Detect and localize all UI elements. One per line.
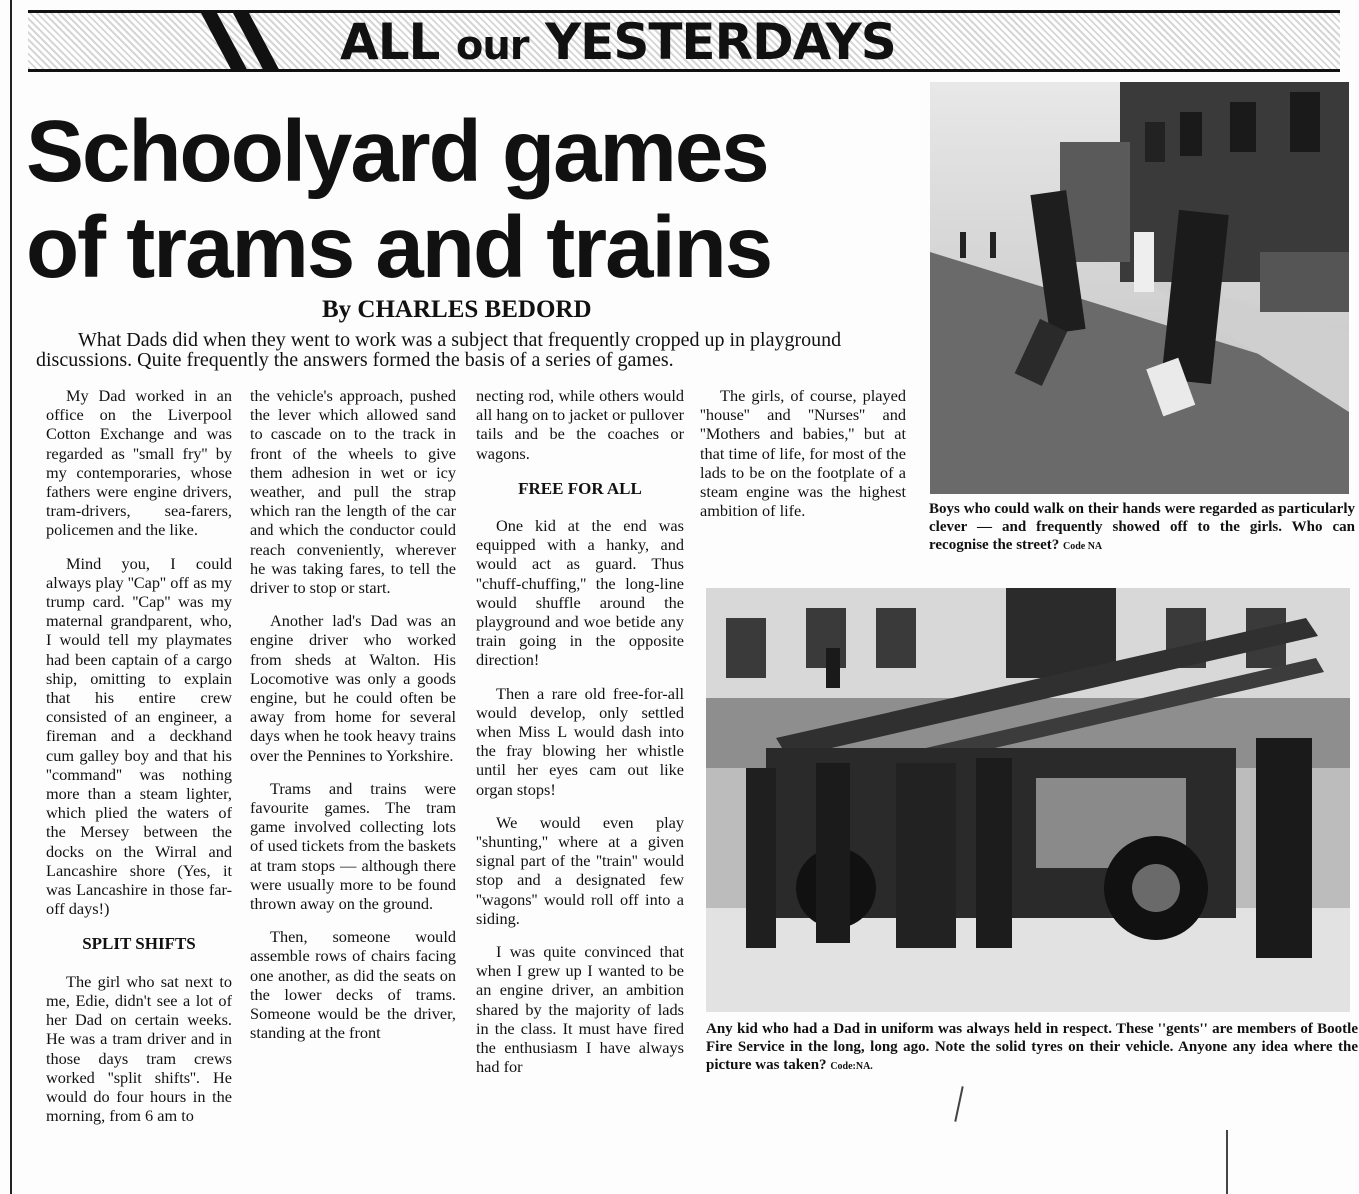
scan-mark <box>1226 1130 1228 1194</box>
paragraph: My Dad worked in an office on the Liverpool Cotton Exchange and was regarded as ''small fry'' by my contemporaries, whose fathers were engine drivers, tram-drivers, sea-farers, policemen and the like. <box>46 386 232 540</box>
article-column-3 <box>476 386 684 1194</box>
street-photo-image <box>930 82 1349 494</box>
byline: By CHARLES BEDORD <box>322 296 592 323</box>
masthead-word-yesterdays: YESTERDAYS <box>544 13 896 71</box>
paragraph: The girls, of course, played ''house'' and ''Nurses'' and ''Mothers and babies,'' but at that time of life, for most of the lads to be on the footplate of a steam engine was the highest ambition of life. <box>700 386 906 521</box>
street-caption-text: Boys who could walk on their hands were regarded as particularly clever — and frequently showed off to the girls. Who can recognise the street? <box>929 501 1355 553</box>
paragraph: the vehicle's approach, pushed the lever which allowed sand to cascade on to the track in front of the wheels to give them adhesion in wet or icy weather, and pull the strap which ran the length of the car and which the conductor could reach conveniently, wherever he was taking fares, to tell the driver to stop or start. <box>250 386 456 598</box>
subhead-split-shifts: SPLIT SHIFTS <box>82 934 196 954</box>
page-edge-rule <box>10 0 12 1194</box>
paragraph: I was quite convinced that when I grew up I wanted to be an engine driver, an ambition shared by the majority of lads in the class. It must have fired the enthusiasm I have always had for <box>476 942 684 1077</box>
fire-photo-code: Code:NA. <box>830 1061 873 1072</box>
paragraph: Then, someone would assemble rows of chairs facing one another, as did the seats on the lower decks of trams. Someone would be the driver, standing at the front <box>250 927 456 1043</box>
masthead-title <box>340 13 896 71</box>
masthead-word-all: ALL <box>340 13 440 71</box>
standfirst: What Dads did when they went to work was a subject that frequently cropped up in playground discussions. Quite frequently the answers formed the basis of a series of games. <box>36 329 842 371</box>
scan-mark <box>954 1086 963 1122</box>
headline-line-2: of trams and trains <box>26 199 772 296</box>
paragraph: The girl who sat next to me, Edie, didn't see a lot of her Dad on certain weeks. He was a tram driver and in those days tram crews worked ''split shifts''. He would do four hours in the morning, from 6 am to <box>46 971 232 1126</box>
street-photo <box>930 82 1349 494</box>
paragraph: Another lad's Dad was an engine driver who worked from sheds at Walton. His Locomotive was only a goods engine, but he could often be away from home for several days when he took heavy trains over the Pennines to Yorkshire. <box>250 611 456 765</box>
fire-caption-text: Any kid who had a Dad in uniform was always held in respect. These ''gents'' are members of Bootle Fire Service in the long, long ago. Note the solid tyres on their vehicle. Anyone any idea where the picture was taken? <box>706 1021 1358 1073</box>
street-photo-caption <box>929 500 1355 556</box>
headline <box>26 104 906 296</box>
headline-line-1: Schoolyard games <box>26 103 768 200</box>
masthead-word-our: our <box>455 23 529 69</box>
paragraph: Then a rare old free-for-all would develop, only settled when Miss L would dash into the fray blowing her whistle until her eyes cam out like organ stops! <box>476 683 684 799</box>
paragraph: Mind you, I could always play ''Cap'' off as my trump card. ''Cap'' was my maternal grandparent, who, I would tell my playmates had been captain of a cargo ship, omitting to explain that his entire crew consisted of an engineer, a fireman and a deckhand cum galley boy and that his ''command'' was nothing more than a steam lighter, which plied the waters of the Mersey between the docks on the Wirral and Lancashire shore (Yes, it was Lancashire in those far-off days!) <box>46 553 232 919</box>
paragraph: One kid at the end was equipped with a hanky, and would act as guard. Thus ''chuff-chuffing,'' the long-line would shuffle around the playground and woe betide any train going in the opposite direction! <box>476 516 684 670</box>
fire-brigade-photo-caption <box>706 1020 1358 1076</box>
article-column-1 <box>46 386 232 1194</box>
fire-brigade-photo-image <box>706 588 1350 1012</box>
paragraph: We would even play ''shunting,'' where at a given signal part of the ''train'' would stop and a designated few ''wagons'' would roll off into a siding. <box>476 812 684 928</box>
fire-brigade-photo <box>706 588 1350 1012</box>
paragraph: necting rod, while others would all hang on to jacket or pullover tails and be the coaches or wagons. <box>476 386 684 463</box>
paragraph: Trams and trains were favourite games. The tram game involved collecting lots of used tickets from the baskets at tram stops — although there were usually more to be found thrown away on the ground. <box>250 778 456 914</box>
street-photo-code: Code NA <box>1062 541 1103 552</box>
subhead-free-for-all: FREE FOR ALL <box>518 478 642 498</box>
masthead-banner <box>28 10 1340 72</box>
article-column-2 <box>250 386 456 1194</box>
article-column-4 <box>700 386 906 566</box>
